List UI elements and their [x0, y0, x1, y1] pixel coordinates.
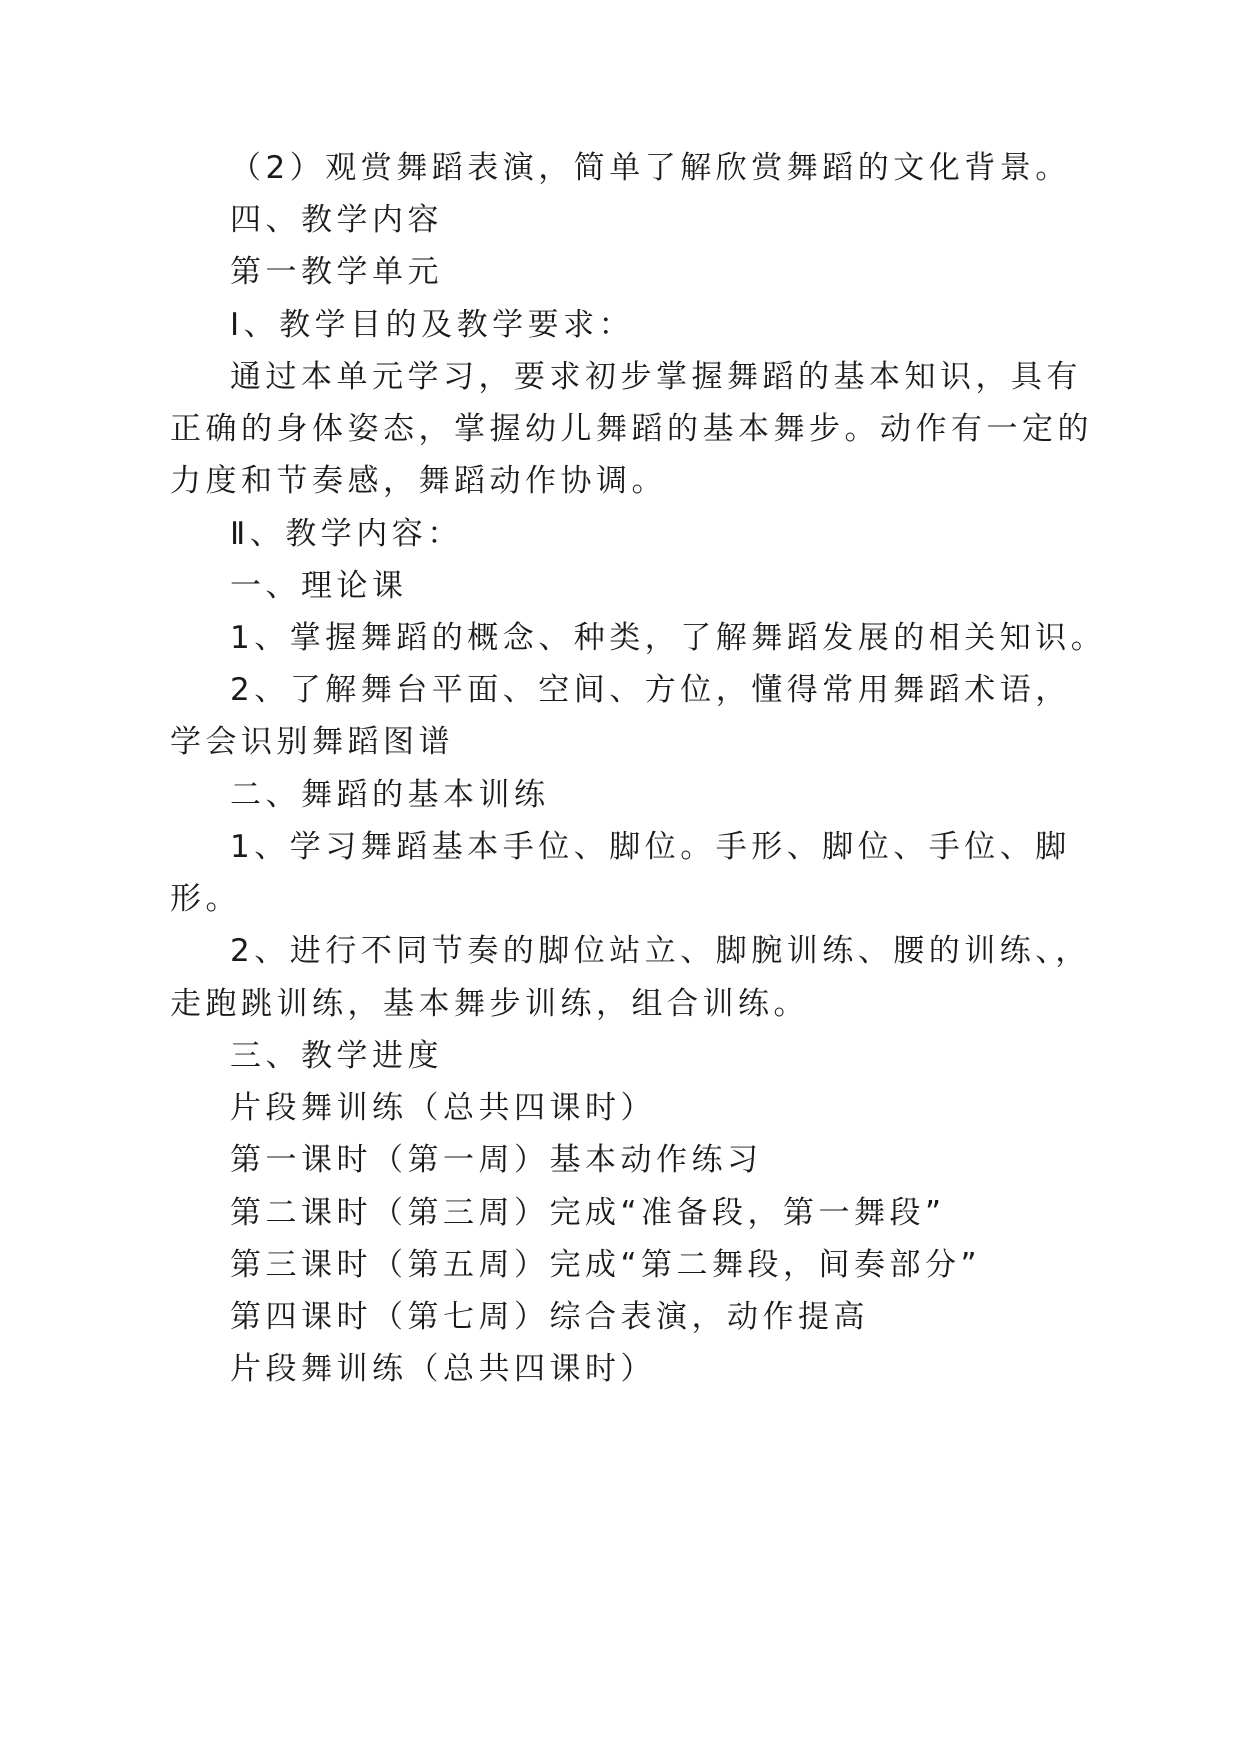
item-training-1-line-2: 形。 — [170, 881, 241, 917]
heading-teaching-content: 四、教学内容 — [230, 202, 443, 238]
item-training-1-line-1: 1、学习舞蹈基本手位、脚位。手形、脚位、手位、脚 — [230, 829, 1071, 865]
heading-unit-one: 第一教学单元 — [230, 254, 443, 290]
schedule-lesson-2: 第二课时（第三周）完成“准备段，第一舞段” — [230, 1195, 946, 1231]
schedule-lesson-4: 第四课时（第七周）综合表演，动作提高 — [230, 1299, 869, 1335]
item-training-2-line-1: 2、进行不同节奏的脚位站立、脚腕训练、腰的训练、， — [230, 933, 1091, 969]
para-objective-2: （2）观赏舞蹈表演，简单了解欣赏舞蹈的文化背景。 — [230, 150, 1071, 186]
item-training-2-line-2: 走跑跳训练，基本舞步训练，组合训练。 — [170, 986, 809, 1022]
item-theory-2-line-2: 学会识别舞蹈图谱 — [170, 724, 454, 760]
schedule-lesson-3: 第三课时（第五周）完成“第二舞段，间奏部分” — [230, 1247, 982, 1283]
item-theory-1: 1、掌握舞蹈的概念、种类，了解舞蹈发展的相关知识。 — [230, 620, 1107, 656]
schedule-title-1: 片段舞训练（总共四课时） — [230, 1090, 656, 1126]
schedule-lesson-1: 第一课时（第一周）基本动作练习 — [230, 1142, 763, 1178]
heading-content-2: Ⅱ、教学内容： — [230, 516, 463, 552]
heading-basic-training: 二、舞蹈的基本训练 — [230, 777, 550, 813]
item-theory-2-line-1: 2、了解舞台平面、空间、方位，懂得常用舞蹈术语， — [230, 672, 1071, 708]
heading-teaching-schedule: 三、教学进度 — [230, 1038, 443, 1074]
para-unit-goal-line-1: 通过本单元学习，要求初步掌握舞蹈的基本知识，具有 — [230, 359, 1082, 395]
schedule-title-2: 片段舞训练（总共四课时） — [230, 1351, 656, 1387]
para-unit-goal-line-3: 力度和节奏感，舞蹈动作协调。 — [170, 463, 667, 499]
heading-goals-requirements: Ⅰ、教学目的及教学要求： — [230, 307, 635, 343]
heading-theory-class: 一、理论课 — [230, 568, 408, 604]
para-unit-goal-line-2: 正确的身体姿态，掌握幼儿舞蹈的基本舞步。动作有一定的 — [170, 411, 1093, 447]
